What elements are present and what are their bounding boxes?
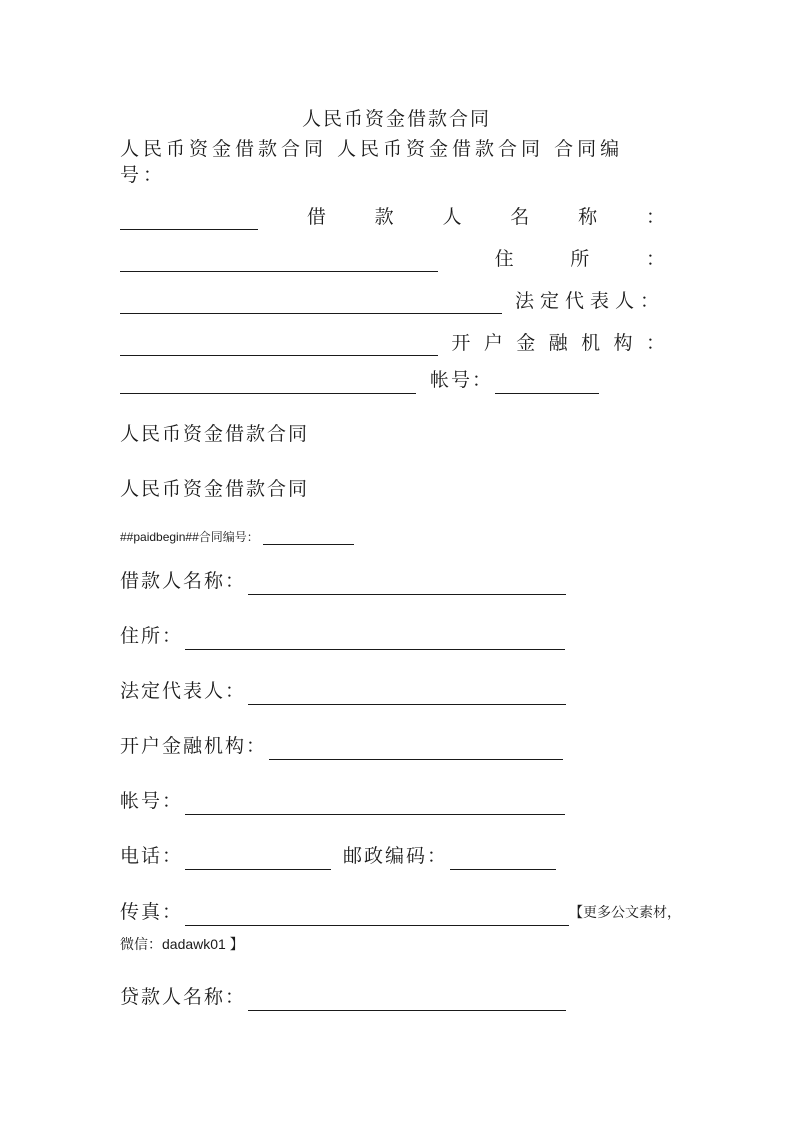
intro-char: 称: [578, 206, 598, 228]
bank-blank: [120, 373, 416, 394]
bank-line: [269, 739, 563, 760]
intro-char: 住: [494, 248, 514, 270]
borrower-name-line: [248, 574, 566, 595]
ad-wechat-row: [120, 934, 244, 954]
intro-line-3: [120, 240, 665, 272]
intro-char: ：: [645, 248, 665, 270]
bank-row: [120, 732, 563, 760]
lender-name-label: 贷款人名称：: [120, 986, 247, 1008]
intro-char: 金: [516, 332, 536, 354]
intro-char: 款: [374, 206, 394, 228]
intro-line-1: [120, 138, 665, 188]
intro-char: 名: [510, 206, 530, 228]
borrower-name-row: [120, 567, 566, 595]
ad-wechat-text: 微信：dadawk01 】: [120, 936, 244, 952]
intro-char: ：: [645, 332, 665, 354]
account-label: 帐号：: [120, 790, 184, 812]
address-line: [185, 629, 565, 650]
phone-label: 电话：: [120, 845, 184, 867]
repeat-heading-1: 人民币资金借款合同: [120, 423, 310, 445]
intro-char: 借: [306, 206, 326, 228]
account-blank: [495, 373, 599, 394]
intro-label: 法定代表人：: [514, 290, 665, 312]
intro-char: 户: [483, 332, 503, 354]
legal-rep-label: 法定代表人：: [120, 680, 247, 702]
account-line: [185, 794, 565, 815]
legal-rep-line: [248, 684, 566, 705]
lender-name-row: [120, 983, 566, 1011]
intro-char: 融: [548, 332, 568, 354]
fax-line: [185, 905, 569, 926]
paid-contract-number: [120, 528, 354, 545]
intro-line-2: [120, 198, 665, 230]
intro-line-1-text: 人民币资金借款合同 人民币资金借款合同 合同编号：: [120, 138, 624, 186]
bank-label: 开户金融机构：: [120, 735, 268, 757]
intro-char: 所: [570, 248, 590, 270]
intro-char: 人: [442, 206, 462, 228]
legal-rep-blank: [120, 337, 438, 356]
intro-char: 机: [581, 332, 601, 354]
legal-rep-row: [120, 677, 566, 705]
fax-row: [120, 898, 681, 926]
borrower-name-label: 借款人名称：: [120, 570, 247, 592]
intro-line-6: [120, 366, 599, 394]
account-row: [120, 787, 565, 815]
address-blank: [120, 295, 502, 314]
postcode-line: [450, 849, 556, 870]
intro-char: 构: [613, 332, 633, 354]
paid-contract-number-blank: [263, 532, 354, 545]
lender-name-line: [248, 990, 566, 1011]
phone-postcode-row: [120, 842, 556, 870]
ad-text: 【更多公文素材，: [569, 904, 682, 920]
intro-char: 开: [451, 332, 471, 354]
repeat-heading-2: 人民币资金借款合同: [120, 478, 310, 500]
postcode-label: 邮政编码：: [343, 845, 449, 867]
phone-line: [185, 849, 331, 870]
contract-number-blank: [120, 211, 258, 230]
document-title: 人民币资金借款合同: [301, 108, 491, 130]
intro-char: ：: [645, 206, 665, 228]
intro-line-5: [120, 324, 665, 356]
intro-line-4: [120, 282, 665, 314]
intro-label: 帐号：: [430, 369, 494, 391]
paid-contract-number-label: ##paidbegin##合同编号：: [120, 530, 259, 544]
borrower-name-blank: [120, 253, 438, 272]
address-row: [120, 622, 565, 650]
address-label: 住所：: [120, 625, 184, 647]
fax-label: 传真：: [120, 901, 184, 923]
